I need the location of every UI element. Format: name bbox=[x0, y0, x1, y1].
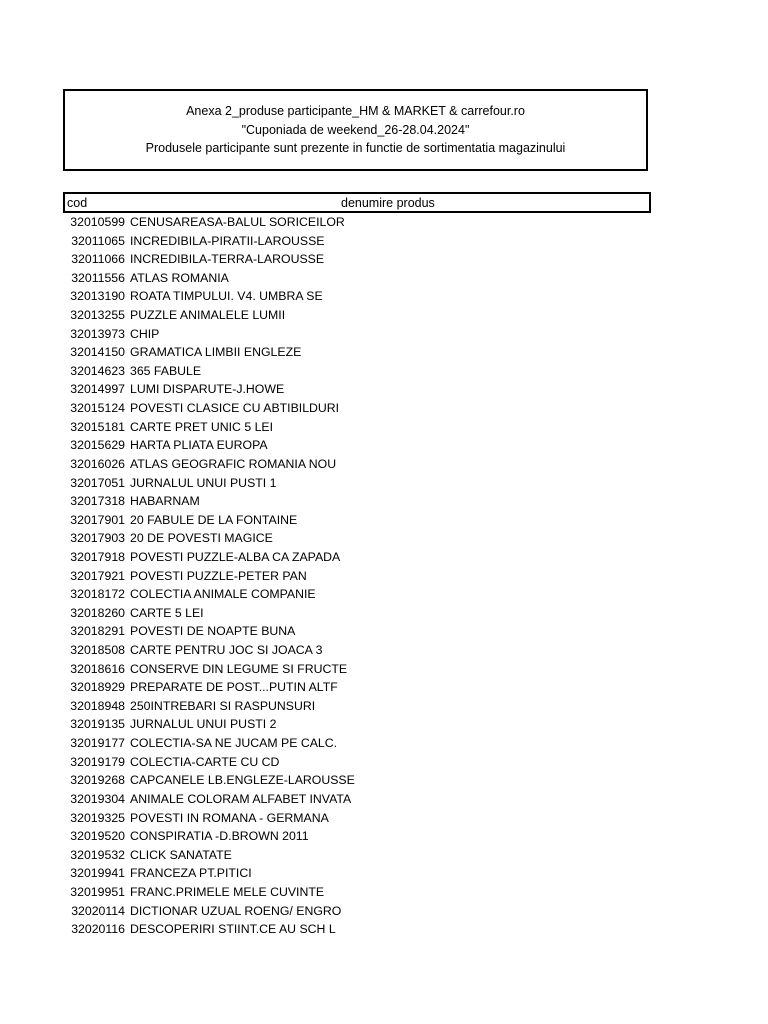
product-name: ATLAS ROMANIA bbox=[130, 270, 229, 285]
product-code: 32018291 bbox=[70, 624, 125, 639]
table-row bbox=[63, 827, 651, 846]
table-row bbox=[63, 399, 651, 418]
product-name: JURNALUL UNUI PUSTI 1 bbox=[130, 475, 277, 490]
product-code: 32018508 bbox=[70, 643, 125, 658]
product-code: 32019532 bbox=[70, 847, 125, 862]
product-name: HABARNAM bbox=[130, 494, 200, 509]
table-row bbox=[63, 213, 651, 232]
table-row bbox=[63, 771, 651, 790]
product-code: 32014997 bbox=[70, 382, 125, 397]
table-row bbox=[63, 697, 651, 716]
product-name: 20 DE POVESTI MAGICE bbox=[130, 531, 273, 546]
table-row bbox=[63, 641, 651, 660]
document-header bbox=[63, 89, 648, 171]
product-code: 32018948 bbox=[70, 698, 125, 713]
product-code: 32013973 bbox=[70, 326, 125, 341]
product-name: PUZZLE ANIMALELE LUMII bbox=[130, 308, 286, 323]
product-name: POVESTI CLASICE CU ABTIBILDURI bbox=[130, 401, 340, 416]
table-row bbox=[63, 362, 651, 381]
table-row bbox=[63, 287, 651, 306]
product-name: CARTE PRET UNIC 5 LEI bbox=[130, 419, 274, 434]
product-code: 32018929 bbox=[70, 680, 125, 695]
product-name: COLECTIA-CARTE CU CD bbox=[130, 754, 280, 769]
product-name: CARTE 5 LEI bbox=[130, 605, 204, 620]
product-code: 32019135 bbox=[70, 717, 125, 732]
product-code: 32015181 bbox=[70, 419, 125, 434]
product-name: POVESTI PUZZLE-PETER PAN bbox=[130, 568, 307, 583]
product-code: 32015629 bbox=[70, 438, 125, 453]
product-code: 32019951 bbox=[70, 884, 125, 899]
table-header bbox=[63, 192, 651, 213]
product-name: PREPARATE DE POST...PUTIN ALTF bbox=[130, 680, 338, 695]
product-name: CONSPIRATIA -D.BROWN 2011 bbox=[130, 829, 309, 844]
product-code: 32018172 bbox=[70, 587, 125, 602]
table-row bbox=[63, 306, 651, 325]
table-row bbox=[63, 455, 651, 474]
campaign-name: "Cuponiada de weekend_26-28.04.2024" bbox=[241, 122, 470, 137]
table-row bbox=[63, 548, 651, 567]
product-name: 365 FABULE bbox=[130, 363, 202, 378]
table-row bbox=[63, 902, 651, 921]
table-row bbox=[63, 604, 651, 623]
table-row bbox=[63, 753, 651, 772]
product-code: 32019304 bbox=[70, 791, 125, 806]
product-name: POVESTI IN ROMANA - GERMANA bbox=[130, 810, 329, 825]
column-header-code: cod bbox=[67, 196, 88, 210]
table-row bbox=[63, 846, 651, 865]
product-code: 32019179 bbox=[70, 754, 125, 769]
product-code: 32017051 bbox=[70, 475, 125, 490]
product-name: CLICK SANATATE bbox=[130, 847, 232, 862]
product-code: 32017921 bbox=[70, 568, 125, 583]
product-code: 32020116 bbox=[71, 922, 125, 937]
table-row bbox=[63, 418, 651, 437]
product-code: 32018616 bbox=[70, 661, 125, 676]
table-row bbox=[63, 343, 651, 362]
product-name: HARTA PLIATA EUROPA bbox=[130, 438, 268, 453]
table-row bbox=[63, 734, 651, 753]
product-name: FRANC.PRIMELE MELE CUVINTE bbox=[130, 884, 325, 899]
product-code: 32018260 bbox=[70, 605, 125, 620]
table-row bbox=[63, 809, 651, 828]
annex-title: Anexa 2_produse participante_HM & MARKET & carrefour.ro bbox=[186, 104, 525, 119]
product-code: 32019268 bbox=[70, 773, 125, 788]
product-code: 32019325 bbox=[70, 810, 125, 825]
product-code: 32013255 bbox=[70, 308, 125, 323]
product-name: DICTIONAR UZUAL ROENG/ ENGRO bbox=[130, 903, 342, 918]
table-row bbox=[63, 864, 651, 883]
product-name: CAPCANELE LB.ENGLEZE-LAROUSSE bbox=[130, 773, 355, 788]
table-row bbox=[63, 567, 651, 586]
table-row bbox=[63, 715, 651, 734]
table-row bbox=[63, 511, 651, 530]
table-row bbox=[63, 529, 651, 548]
product-name: GRAMATICA LIMBII ENGLEZE bbox=[130, 345, 302, 360]
column-header-product-name: denumire produs bbox=[341, 196, 435, 210]
product-code: 32010599 bbox=[70, 215, 125, 229]
product-code: 32017901 bbox=[70, 512, 125, 527]
product-name: CONSERVE DIN LEGUME SI FRUCTE bbox=[130, 661, 348, 676]
table-row bbox=[63, 380, 651, 399]
table-row bbox=[63, 269, 651, 288]
product-code: 32014623 bbox=[70, 363, 125, 378]
table-row bbox=[63, 474, 651, 493]
table-row bbox=[63, 920, 651, 939]
product-name: CARTE PENTRU JOC SI JOACA 3 bbox=[130, 643, 323, 658]
product-code: 32017918 bbox=[70, 549, 125, 564]
product-code: 32019177 bbox=[70, 736, 125, 751]
product-name: CENUSAREASA-BALUL SORICEILOR bbox=[130, 215, 345, 229]
product-name: LUMI DISPARUTE-J.HOWE bbox=[130, 382, 285, 397]
product-code: 32017903 bbox=[70, 531, 125, 546]
product-list bbox=[63, 213, 651, 939]
table-row bbox=[63, 790, 651, 809]
table-row bbox=[63, 678, 651, 697]
product-name: CHIP bbox=[130, 326, 160, 341]
product-name: JURNALUL UNUI PUSTI 2 bbox=[130, 717, 277, 732]
product-code: 32014150 bbox=[70, 345, 125, 360]
table-row bbox=[63, 232, 651, 251]
product-code: 32015124 bbox=[70, 401, 125, 416]
table-row bbox=[63, 660, 651, 679]
table-row bbox=[63, 492, 651, 511]
product-name: ROATA TIMPULUI. V4. UMBRA SE bbox=[130, 289, 323, 304]
product-name: DESCOPERIRI STIINT.CE AU SCH L bbox=[130, 922, 336, 937]
product-name: 20 FABULE DE LA FONTAINE bbox=[130, 512, 298, 527]
product-code: 32019520 bbox=[70, 829, 125, 844]
availability-note: Produsele participante sunt prezente in functie de sortimentatia magazinului bbox=[145, 141, 566, 156]
product-name: POVESTI DE NOAPTE BUNA bbox=[130, 624, 296, 639]
table-row bbox=[63, 250, 651, 269]
product-name: ATLAS GEOGRAFIC ROMANIA NOU bbox=[130, 456, 337, 471]
table-row bbox=[63, 325, 651, 344]
product-name: COLECTIA ANIMALE COMPANIE bbox=[130, 587, 316, 602]
table-row bbox=[63, 883, 651, 902]
product-name: 250INTREBARI SI RASPUNSURI bbox=[130, 698, 316, 713]
table-row bbox=[63, 585, 651, 604]
product-code: 32013190 bbox=[70, 289, 125, 304]
product-code: 32011065 bbox=[71, 233, 125, 248]
product-name: COLECTIA-SA NE JUCAM PE CALC. bbox=[130, 736, 338, 751]
product-name: INCREDIBILA-PIRATII-LAROUSSE bbox=[130, 233, 325, 248]
product-name: INCREDIBILA-TERRA-LAROUSSE bbox=[130, 252, 325, 267]
table-row bbox=[63, 436, 651, 455]
product-code: 32019941 bbox=[70, 866, 125, 881]
product-name: POVESTI PUZZLE-ALBA CA ZAPADA bbox=[130, 549, 341, 564]
product-code: 32020114 bbox=[71, 903, 125, 918]
product-code: 32011556 bbox=[71, 270, 125, 285]
product-name: FRANCEZA PT.PITICI bbox=[130, 866, 252, 881]
product-code: 32017318 bbox=[70, 494, 125, 509]
product-code: 32016026 bbox=[70, 456, 125, 471]
table-row bbox=[63, 622, 651, 641]
product-name: ANIMALE COLORAM ALFABET INVATA bbox=[130, 791, 352, 806]
product-code: 32011066 bbox=[71, 252, 125, 267]
